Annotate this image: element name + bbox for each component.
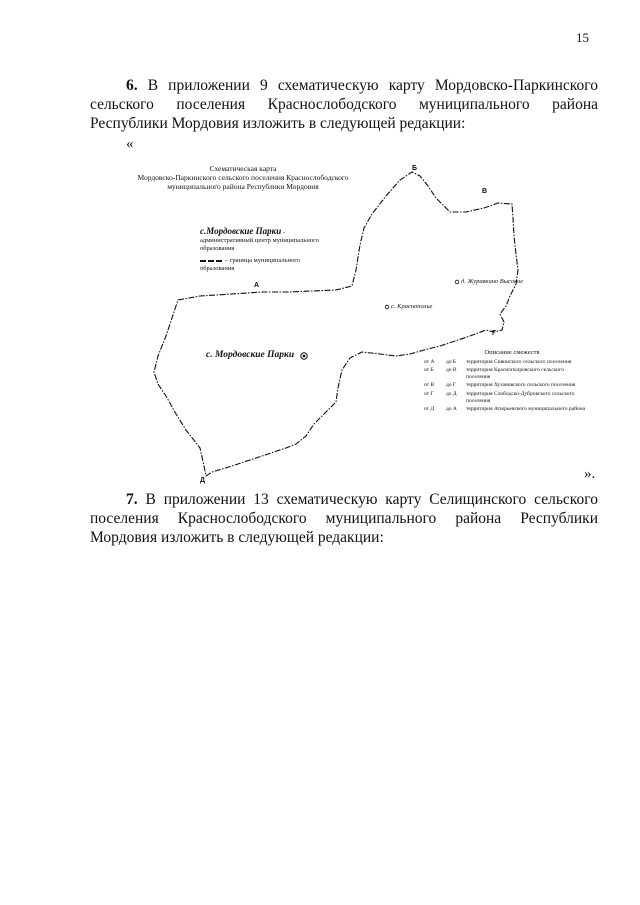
municipal-boundary bbox=[154, 172, 518, 476]
point-a-label: А bbox=[254, 282, 260, 289]
adjacency-to: до Б bbox=[446, 358, 457, 365]
item-7-text: В приложении 13 схематическую карту Селищинского сельского поселения Краснослободского муниципального района Республики Мордовия изложить в следующей редакции: bbox=[90, 491, 598, 546]
main-settlement-marker-inner bbox=[303, 355, 306, 358]
map-title-line: муниципального района Республики Мордовия bbox=[167, 182, 319, 191]
adjacency-to: до Д bbox=[446, 390, 457, 397]
item-6-text: В приложении 9 схематическую карту Мордовско-Паркинского сельского поселения Краснослободского муниципального района Республики Мордовия изложить в следующей редакции: bbox=[90, 77, 598, 132]
adjacency-to: до В bbox=[446, 367, 457, 374]
adjacency-description bbox=[424, 350, 590, 415]
main-settlement-label: с. Мордовские Парки bbox=[206, 350, 295, 360]
point-b-label: Б bbox=[412, 165, 418, 172]
opening-quote: « bbox=[126, 136, 134, 152]
adjacency-text: территория Слободско-Дубровского сельского поселения bbox=[466, 390, 575, 404]
adjacency-row bbox=[424, 359, 590, 368]
adjacency-from: от В bbox=[424, 382, 435, 389]
krasnopolye-marker bbox=[385, 305, 389, 309]
map-title-line: Мордовско-Паркинского сельского поселения Краснослободского bbox=[137, 173, 349, 182]
point-g-label: Г bbox=[492, 330, 496, 337]
legend-center-dash: - bbox=[281, 229, 286, 236]
zhuravkino-marker bbox=[455, 280, 459, 284]
adjacency-text: территория Краснополровского сельского поселения bbox=[466, 367, 564, 380]
legend-border-sample bbox=[200, 260, 222, 262]
adjacency-table bbox=[424, 359, 590, 415]
legend-border-desc: – граница муниципального образования bbox=[200, 257, 301, 272]
adjacency-from: от Г bbox=[424, 390, 434, 397]
adjacency-row bbox=[424, 406, 590, 415]
adjacency-row bbox=[424, 367, 590, 382]
adjacency-text: территория Атюрьевского муниципального района bbox=[466, 406, 586, 413]
adjacency-row bbox=[424, 391, 590, 406]
adjacency-header: Описание смежеств bbox=[484, 349, 540, 356]
point-d-label: Д bbox=[200, 477, 205, 484]
item-6-number: 6. bbox=[126, 77, 138, 94]
adjacency-text: территория Сивинского сельского поселения bbox=[466, 358, 572, 365]
map-legend bbox=[200, 227, 320, 273]
adjacency-to: до А bbox=[446, 406, 457, 413]
adjacency-to: до Г bbox=[446, 382, 457, 389]
page-number: 15 bbox=[576, 30, 589, 45]
legend-border-row bbox=[200, 257, 320, 273]
krasnopolye-label: с. Краснополье bbox=[391, 303, 433, 310]
adjacency-from: от Д bbox=[424, 406, 435, 413]
zhuravkino-label: д. Журавкино Высокое bbox=[461, 278, 524, 285]
legend-center-name: с.Мордовские Парки bbox=[200, 226, 282, 236]
map-title bbox=[108, 164, 378, 191]
adjacency-row bbox=[424, 382, 590, 391]
point-v-label: В bbox=[482, 188, 488, 195]
adjacency-text: территория Хузановского сельского поселения bbox=[466, 382, 576, 389]
adjacency-from: от А bbox=[424, 358, 435, 365]
map-title-line: Схематическая карта bbox=[209, 164, 277, 173]
adjacency-from: от Б bbox=[424, 367, 434, 374]
item-7-paragraph bbox=[90, 490, 598, 547]
item-7-number: 7. bbox=[126, 491, 138, 508]
closing-quote: ». bbox=[584, 466, 596, 482]
legend-center-desc: административный центр муниципального образования bbox=[200, 237, 319, 252]
